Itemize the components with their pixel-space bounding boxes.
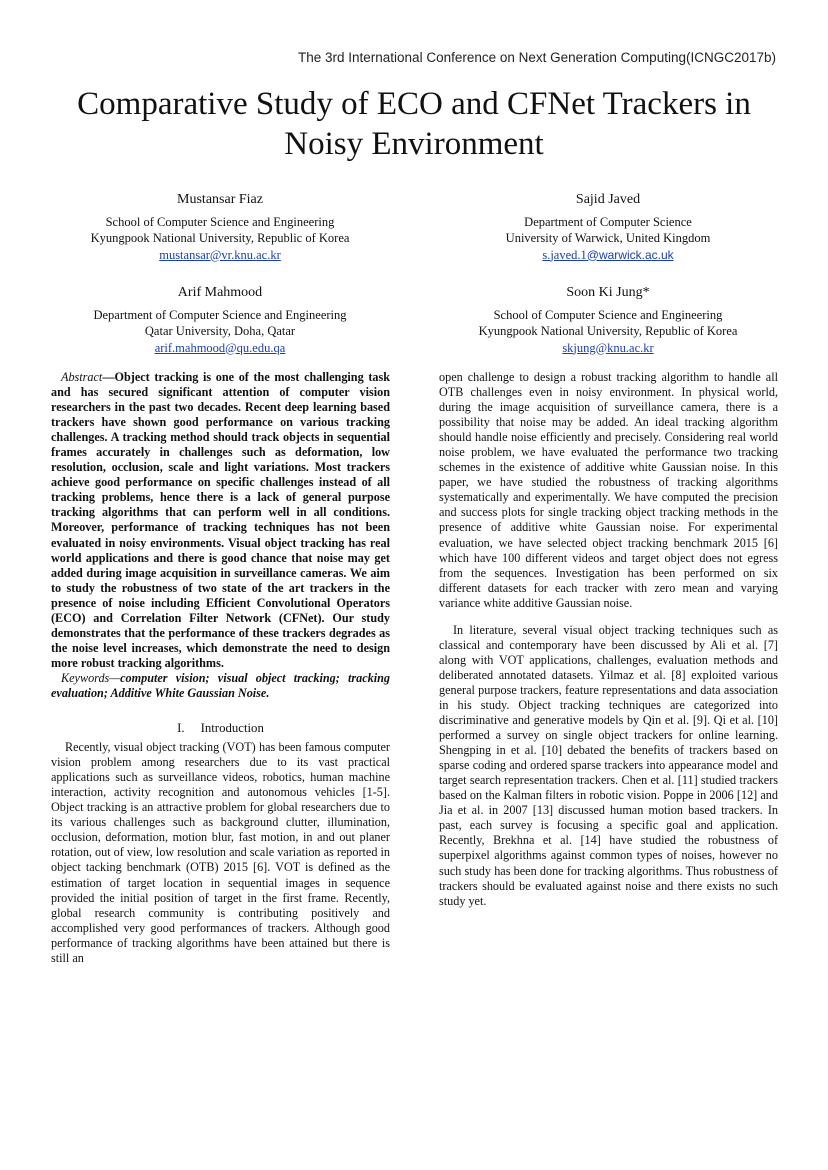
author-block-4 xyxy=(448,285,768,356)
keywords-text: computer vision; visual object tracking; tracking evaluation; Additive White Gaussian Noise. xyxy=(51,670,390,700)
paper-title xyxy=(40,84,788,164)
intro-paragraph-2: In literature, several visual object tracking techniques such as classical and contemporary have been discussed by Ali et al. [7] along with VOT applications, challenges, evaluation methods and deliberated annotated datasets. Yilmaz et al. [8] exploited various general purpose trackers, feature representations and data association in his study. Object tracking techniques are categorized into discriminative and generative models by Qin et al. [9]. Qi et al. [10] performed a survey on single object trackers for online learning. Shengping in et al. [10] debated the benefits of trackers based on sparse coding and ordered sparse trackers into appearance model and target search representation trackers. Chen et al. [11] studied trackers based on the Kalman filters in robotic vision. Poppe in 2006 [12] and Jia et al. in 2007 [13] discussed human motion based trackers. In past, each survey is focusing a specific goal and application. Recently, Brekhna et al. [14] have studied the robustness of superpixel algorithms against common types of noises, however no such study has been done for tracking algorithms. Thus robustness of trackers should be evaluated against noise and there exists no such study yet. xyxy=(439,622,778,908)
section-title: Introduction xyxy=(200,721,264,736)
author-name: Mustansar Fiaz xyxy=(177,192,263,207)
author-email-link[interactable]: skjung@knu.ac.kr xyxy=(562,340,654,355)
keywords xyxy=(51,671,390,701)
intro-paragraph-1: Recently, visual object tracking (VOT) has been famous computer vision problem among researchers due to its vast practical applications such as surveillance videos, robotics, human machine interaction, activity recognition and autonomous vehicles [1-5]. Object tracking is an attractive problem for global researchers due to its various challenges such as background clutter, illumination, occlusion, deformation, motion blur, fast motion, in and out planer rotation, out of view, low resolution and scale variation as reported in object tacking benchmark (OTB) 2015 [6]. VOT is defined as the estimation of target location in sequential images in sequence provided the initial position of target in the first frame. Recently, global research community is contributing positively and accomplished very good performances of trackers. Although good performance of tracking algorithms have been attained but there is still an xyxy=(51,740,390,965)
author-affiliation-dept: School of Computer Science and Engineering xyxy=(105,214,335,229)
author-affiliation-inst: Kyungpook National University, Republic of Korea xyxy=(90,231,350,245)
author-affiliation-inst: Kyungpook National University, Republic of Korea xyxy=(478,324,738,338)
abstract-text: Object tracking is one of the most challenging task and has secured significant attention of computer vision researchers in the past two decades. Recent deep learning based trackers have shown good performance on various tracking challenges. A tracking method should track objects in sequential frames accurately in challenges such as deformation, low resolution, occlusion, scale and light variations. Most trackers achieve good performance on specific challenges instead of all tracking problems, hence there is a lack of general purpose tracking algorithms that can perform well in all conditions. Moreover, performance of tracking techniques has not been evaluated in noisy environments. Visual object tracking has real world applications and there is good chance that noise may get added during image acquisition in surveillance cameras. We aim to study the robustness of two state of the art trackers in the presence of noise including Efficient Convolutional Operators (ECO) and Correlation Filter Network (CFNet). Our study demonstrates that the performance of these trackers degrades as the noise level increases, which demonstrate the need to design more robust tracking algorithms. xyxy=(51,370,390,670)
title-line-1: Comparative Study of ECO and CFNet Trackers in xyxy=(77,86,751,122)
author-affiliation-dept: Department of Computer Science and Engineering xyxy=(93,307,347,322)
left-column xyxy=(51,370,390,966)
intro-paragraph-1-continued: open challenge to design a robust tracking algorithm to handle all OTB challenges even in noisy environment. In physical world, during the image acquisition of surveillance camera, there is a possibility that noise may be added. An ideal tracking algorithm should handle noise efficiently and precisely. Considering real world noise problem, we have evaluated the performance two tracking schemes in the existence of additive white Gaussian noise. In this paper, we have studied the robustness of tracking algorithms systematically and experimentally. We have computed the precision and success plots for single tracking object tracking methods in the presence of additive white Gaussian noise. For experimental evaluation, we have selected object tracking benchmark 2015 [6] which have 100 different videos and target object does not egress from the sequences. Investigation has been performed on six different datasets for each tracker with zero mean and varying variance white additive Gaussian noise. xyxy=(439,370,778,610)
conference-header: The 3rd International Conference on Next Generation Computing(ICNGC2017b) xyxy=(297,50,776,65)
email-domain-part: @warwick.ac.uk xyxy=(586,247,674,262)
author-affiliation-dept: School of Computer Science and Engineering xyxy=(493,307,723,322)
author-affiliation-inst: University of Warwick, United Kingdom xyxy=(505,231,711,245)
email-local-part: s.javed.1 xyxy=(542,247,587,262)
author-email-link[interactable] xyxy=(542,248,673,262)
author-email-link[interactable]: arif.mahmood@qu.edu.qa xyxy=(154,340,286,355)
author-name: Sajid Javed xyxy=(575,192,641,207)
author-affiliation-inst: Qatar University, Doha, Qatar xyxy=(144,324,296,338)
author-affiliation-dept: Department of Computer Science xyxy=(524,214,692,229)
author-block-3 xyxy=(60,285,380,356)
author-name: Soon Ki Jung* xyxy=(566,285,650,300)
section-heading xyxy=(51,721,390,736)
section-number: I. xyxy=(177,721,185,736)
author-email-link[interactable]: mustansar@vr.knu.ac.kr xyxy=(159,247,281,262)
right-column xyxy=(439,370,778,909)
author-block-1 xyxy=(60,192,380,263)
title-line-2: Noisy Environment xyxy=(284,126,544,162)
abstract xyxy=(51,370,390,671)
author-name: Arif Mahmood xyxy=(177,285,263,300)
abstract-dash: — xyxy=(102,370,115,384)
author-block-2 xyxy=(448,192,768,263)
keywords-label: Keywords— xyxy=(61,670,121,685)
abstract-label: Abstract xyxy=(61,370,103,384)
